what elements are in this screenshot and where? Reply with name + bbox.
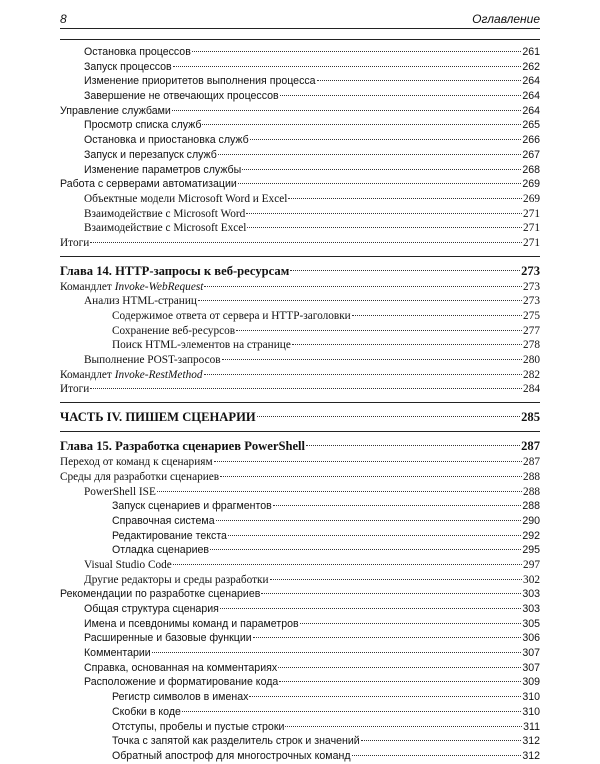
- toc-entry[interactable]: [60, 690, 540, 705]
- toc-page-number: 269: [523, 192, 540, 205]
- toc-entry[interactable]: [60, 118, 540, 133]
- toc-entry-title: Выполнение POST-запросов: [84, 354, 221, 367]
- dot-leader: [249, 696, 521, 697]
- toc-page-number: 273: [523, 295, 540, 308]
- toc-page-number: 302: [523, 573, 540, 586]
- toc-page-number: 282: [523, 368, 540, 381]
- dot-leader: [202, 124, 521, 125]
- toc-entry-title: Точка с запятой как разделитель строк и значений: [112, 735, 360, 748]
- dot-leader: [214, 461, 522, 462]
- dot-leader: [352, 315, 522, 316]
- toc-entry-title: Переход от команд к сценариям: [60, 456, 213, 469]
- toc-page-number: 284: [523, 383, 540, 396]
- toc-entry[interactable]: [60, 294, 540, 309]
- toc-entry-title: Управление службами: [60, 104, 171, 117]
- toc-entry[interactable]: [60, 382, 540, 397]
- dot-leader: [90, 388, 522, 389]
- dot-leader: [152, 652, 522, 653]
- toc-entry[interactable]: [60, 177, 540, 192]
- dot-leader: [290, 270, 520, 271]
- toc-page-number: 303: [522, 588, 540, 601]
- toc-page-number: 287: [523, 456, 540, 469]
- toc-entry[interactable]: [60, 280, 540, 295]
- toc-page-number: 278: [523, 339, 540, 352]
- dot-leader: [285, 726, 522, 727]
- toc-entry-title: Глава 15. Разработка сценариев PowerShell: [60, 439, 306, 454]
- toc-page-number: 310: [522, 705, 540, 718]
- toc-page-number: 273: [523, 280, 540, 293]
- dot-leader: [204, 374, 523, 375]
- toc-page-number: 273: [521, 263, 540, 278]
- dot-leader: [270, 579, 522, 580]
- dot-leader: [361, 740, 522, 741]
- toc-entry-title: Запуск сценариев и фрагментов: [112, 500, 272, 513]
- toc-page-number: 312: [522, 735, 540, 748]
- toc-entry-title: Взаимодействие с Microsoft Excel: [84, 222, 247, 235]
- dot-leader: [220, 476, 522, 477]
- toc-entry-title: Объектные модели Microsoft Word и Excel: [84, 192, 288, 205]
- toc-entry[interactable]: [60, 587, 540, 602]
- toc-entry-title: Запуск и перезапуск служб: [84, 148, 217, 161]
- toc-entry[interactable]: [60, 207, 540, 222]
- dot-leader: [173, 66, 522, 67]
- toc-entry[interactable]: [60, 646, 540, 661]
- page-number: 8: [60, 12, 67, 26]
- toc-entry-title: Запуск процессов: [84, 60, 172, 73]
- dot-leader: [242, 169, 521, 170]
- toc-entry-title: Регистр символов в именах: [112, 691, 249, 704]
- toc-entry[interactable]: [60, 558, 540, 573]
- toc-entry-title: Завершение не отвечающих процессов: [84, 90, 279, 103]
- toc-entry[interactable]: [60, 353, 540, 368]
- toc-page-number: 271: [523, 222, 540, 235]
- toc-entry[interactable]: [60, 221, 540, 236]
- dot-leader: [279, 681, 521, 682]
- toc-page-number: 275: [523, 310, 540, 322]
- dot-leader: [204, 286, 522, 287]
- toc-entry-title: Командлет Invoke-WebRequest: [60, 280, 204, 293]
- toc-entry-title: PowerShell ISE: [84, 485, 156, 498]
- toc-entry-title: Имена и псевдонимы команд и параметров: [84, 617, 299, 630]
- toc-page-number: 288: [522, 500, 540, 513]
- toc-entry[interactable]: [60, 734, 540, 749]
- toc-entry-cmdlet: Invoke-RestMethod: [114, 368, 203, 381]
- toc-entry-title: Содержимое ответа от сервера и HTTP-заголовки: [112, 310, 351, 322]
- toc-entry[interactable]: [60, 499, 540, 514]
- dot-leader: [288, 198, 522, 199]
- dot-leader: [261, 593, 521, 594]
- toc-entry-title: Отступы, пробелы и пустые строки: [112, 720, 285, 733]
- toc-page-number: 295: [522, 544, 540, 557]
- dot-leader: [157, 491, 522, 492]
- toc-entry[interactable]: [60, 617, 540, 632]
- dot-leader: [216, 520, 522, 521]
- toc-page-number: 312: [522, 749, 540, 762]
- toc-page-number: 297: [523, 558, 540, 571]
- toc-page-number: 303: [522, 603, 540, 615]
- toc-page-number: 265: [522, 119, 540, 132]
- dot-leader: [198, 300, 522, 301]
- toc-entry-title: Редактирование текста: [112, 529, 227, 542]
- dot-leader: [253, 637, 522, 638]
- header-title: Оглавление: [472, 12, 540, 26]
- toc-entry[interactable]: [60, 104, 540, 119]
- toc-entry[interactable]: [60, 675, 540, 690]
- toc-page-number: 262: [522, 60, 540, 73]
- toc-entry[interactable]: [60, 338, 540, 353]
- dot-leader: [278, 667, 521, 668]
- toc-entry-title: Справка, основанная на комментариях: [84, 661, 278, 674]
- toc-entry-title: Расположение и форматирование кода: [84, 676, 279, 689]
- toc-entry-title: Остановка процессов: [84, 46, 191, 58]
- toc-page-number: 268: [522, 163, 540, 176]
- toc-page-number: 292: [522, 529, 540, 542]
- toc-entry-title: Скобки в коде: [112, 705, 181, 718]
- toc-page-number: 287: [521, 439, 540, 454]
- toc-entry[interactable]: [60, 309, 540, 324]
- toc-entry[interactable]: [60, 720, 540, 735]
- toc-entry-title: Остановка и приостановка служб: [84, 134, 249, 147]
- toc-page-number: 264: [522, 104, 540, 117]
- dot-leader: [247, 227, 522, 228]
- dot-leader: [182, 711, 521, 712]
- dot-leader: [273, 505, 522, 506]
- toc-page-number: 311: [523, 720, 540, 733]
- toc-page-number: 306: [522, 632, 540, 645]
- toc-entry-title: Рекомендации по разработке сценариев: [60, 588, 261, 601]
- toc-entry[interactable]: [60, 148, 540, 163]
- table-of-contents: [60, 39, 540, 764]
- toc-entry[interactable]: [60, 705, 540, 720]
- toc-entry[interactable]: [60, 368, 540, 383]
- toc-chapter-entry[interactable]: [60, 408, 540, 426]
- toc-entry[interactable]: [60, 45, 540, 60]
- dot-leader: [317, 80, 522, 81]
- toc-entry-title: Итоги: [60, 383, 90, 396]
- toc-page-number: 307: [522, 647, 540, 660]
- toc-page-number: 285: [521, 410, 540, 425]
- dot-leader: [220, 608, 521, 609]
- toc-entry-title: Командлет Invoke-RestMethod: [60, 368, 203, 381]
- dot-leader: [300, 623, 522, 624]
- toc-entry[interactable]: [60, 749, 540, 764]
- toc-page-number: 305: [522, 617, 540, 630]
- toc-entry-title: Справочная система: [112, 514, 215, 527]
- toc-chapter-entry[interactable]: [60, 437, 540, 455]
- toc-page-number: 280: [523, 354, 540, 367]
- toc-entry[interactable]: [60, 514, 540, 529]
- toc-entry[interactable]: [60, 485, 540, 500]
- toc-entry-title: Глава 14. HTTP-запросы к веб-ресурсам: [60, 263, 290, 278]
- dot-leader: [222, 359, 522, 360]
- toc-entry[interactable]: [60, 455, 540, 470]
- toc-chapter-entry[interactable]: [60, 262, 540, 280]
- dot-leader: [246, 213, 522, 214]
- dot-leader: [238, 183, 521, 184]
- toc-entry-title: ЧАСТЬ IV. ПИШЕМ СЦЕНАРИИ: [60, 410, 256, 425]
- toc-entry[interactable]: [60, 236, 540, 251]
- toc-page-number: 288: [523, 485, 540, 498]
- toc-entry[interactable]: [60, 324, 540, 339]
- toc-entry[interactable]: [60, 163, 540, 178]
- dot-leader: [292, 344, 522, 345]
- toc-page-number: 267: [522, 148, 540, 161]
- toc-page-number: 307: [522, 661, 540, 674]
- toc-page-number: 309: [522, 676, 540, 689]
- toc-entry[interactable]: [60, 602, 540, 617]
- toc-entry[interactable]: [60, 543, 540, 558]
- toc-page-number: 288: [523, 470, 540, 483]
- toc-entry-title: Visual Studio Code: [84, 558, 172, 571]
- dot-leader: [257, 416, 520, 417]
- toc-page-number: 310: [522, 691, 540, 704]
- toc-entry[interactable]: [60, 573, 540, 588]
- toc-entry[interactable]: [60, 60, 540, 75]
- toc-entry-title: Взаимодействие с Microsoft Word: [84, 207, 246, 220]
- dot-leader: [280, 95, 522, 96]
- toc-entry-title: Обратный апостроф для многострочных команд: [112, 749, 351, 762]
- toc-page-number: 271: [523, 207, 540, 220]
- toc-entry-cmdlet: Invoke-WebRequest: [114, 280, 204, 293]
- toc-entry[interactable]: [60, 631, 540, 646]
- dot-leader: [306, 445, 520, 446]
- toc-page-number: 261: [522, 46, 540, 58]
- dot-leader: [172, 110, 521, 111]
- toc-entry[interactable]: [60, 133, 540, 148]
- dot-leader: [352, 755, 522, 756]
- toc-entry-title: Отладка сценариев: [112, 544, 210, 557]
- toc-entry-title: Поиск HTML-элементов на странице: [112, 339, 291, 352]
- toc-entry-title: Среды для разработки сценариев: [60, 470, 220, 483]
- toc-page-number: 264: [522, 90, 540, 103]
- toc-entry-title: Анализ HTML-страниц: [84, 295, 197, 308]
- toc-page-number: 290: [522, 514, 540, 527]
- toc-entry-title: Расширенные и базовые функции: [84, 632, 252, 645]
- toc-page-number: 266: [522, 134, 540, 147]
- toc-entry-title: Комментарии: [84, 647, 151, 660]
- toc-entry[interactable]: [60, 661, 540, 676]
- toc-entry-title: Изменение приоритетов выполнения процесса: [84, 75, 316, 88]
- toc-page-number: 271: [523, 236, 540, 249]
- dot-leader: [218, 154, 521, 155]
- dot-leader: [90, 242, 522, 243]
- toc-entry-title: Работа с серверами автоматизации: [60, 178, 237, 191]
- toc-entry-title: Изменение параметров службы: [84, 163, 242, 176]
- toc-entry[interactable]: [60, 192, 540, 207]
- toc-page-number: 277: [523, 324, 540, 337]
- dot-leader: [250, 139, 522, 140]
- toc-entry[interactable]: [60, 74, 540, 89]
- toc-entry-title: Сохранение веб-ресурсов: [112, 324, 236, 337]
- dot-leader: [210, 549, 521, 550]
- toc-entry-title: Другие редакторы и среды разработки: [84, 573, 269, 586]
- toc-page-number: 269: [522, 178, 540, 191]
- dot-leader: [228, 535, 521, 536]
- toc-page-number: 264: [522, 75, 540, 88]
- toc-entry-title: Общая структура сценария: [84, 603, 219, 615]
- page-header: [60, 10, 540, 29]
- dot-leader: [173, 564, 522, 565]
- dot-leader: [192, 51, 521, 52]
- dot-leader: [236, 330, 522, 331]
- toc-entry-title: Итоги: [60, 236, 90, 249]
- toc-entry-title: Просмотр списка служб: [84, 119, 202, 132]
- toc-entry[interactable]: [60, 529, 540, 544]
- toc-entry[interactable]: [60, 470, 540, 485]
- toc-entry[interactable]: [60, 89, 540, 104]
